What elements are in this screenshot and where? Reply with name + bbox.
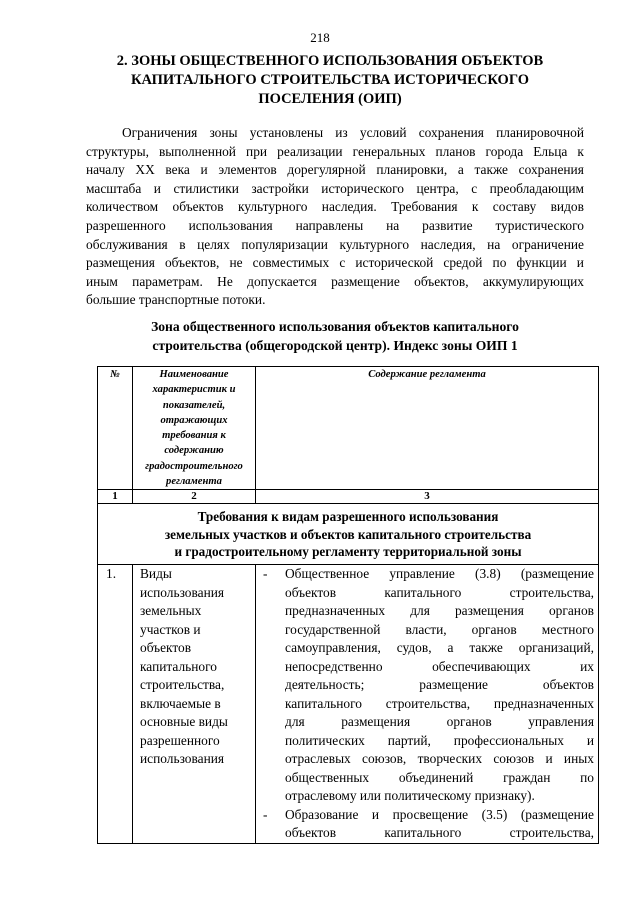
intro-line: обслуживания в целях популяризации культурного наследия, на ограничение <box>86 236 584 252</box>
header-name-line: показателей, <box>162 399 226 411</box>
column-number: 3 <box>256 490 599 504</box>
bullet-line: государственной власти, органов местного <box>285 621 594 637</box>
row-kind-line: Виды <box>140 566 172 582</box>
bullet-line: непосредственно обеспечивающих их <box>285 658 594 674</box>
row-number: 1. <box>98 565 133 844</box>
bullet-line: капитального строительства, предназначенных <box>285 695 594 711</box>
requirements-row <box>98 504 599 565</box>
row-kind-line: земельных <box>140 603 202 619</box>
table-row <box>98 565 599 844</box>
header-num-label: № <box>110 369 120 380</box>
section-title-line: КАПИТАЛЬНОГО СТРОИТЕЛЬСТВА ИСТОРИЧЕСКОГО <box>131 72 529 88</box>
bullet-line: предназначенных для размещения органов <box>285 603 594 619</box>
bullet-line: объектов капитального строительства, <box>285 825 594 841</box>
bullet-line: для размещения органов управления <box>285 714 594 730</box>
header-name <box>133 367 256 490</box>
requirements-line: земельных участков и объектов капитального строительства <box>164 526 532 542</box>
row-kind <box>133 565 256 844</box>
row-kind-line: включаемые в <box>140 695 221 711</box>
column-number: 2 <box>133 490 256 504</box>
header-content <box>256 367 599 490</box>
bullet-item <box>260 806 594 843</box>
header-content-label: Содержание регламента <box>368 369 486 380</box>
bullet-dash: - <box>263 806 268 822</box>
table-header-row <box>98 367 599 490</box>
row-kind-line: объектов <box>140 640 192 656</box>
bullet-line: отраслевому или политическому признаку). <box>285 788 535 804</box>
header-name-line: градостроительного <box>145 460 243 472</box>
page-number: 218 <box>310 30 330 45</box>
bullet-line: общественных объединений граждан по <box>285 769 594 785</box>
column-number-row <box>98 490 599 504</box>
row-kind-line: основные виды <box>140 714 228 730</box>
intro-paragraph <box>86 124 584 310</box>
bullet-line: объектов капитального строительства, <box>285 584 594 600</box>
header-name-line: отражающих <box>160 414 228 426</box>
header-name-line: требования к <box>162 430 226 442</box>
requirements-line: и градостроительному регламенту территориальной зоны <box>174 543 522 559</box>
row-kind-line: разрешенного <box>140 732 220 748</box>
bullet-line: деятельность; размещение объектов <box>285 677 594 693</box>
row-kind-line: участков и <box>140 621 201 637</box>
section-title-line: 2. ЗОНЫ ОБЩЕСТВЕННОГО ИСПОЛЬЗОВАНИЯ ОБЪЕКТОВ <box>116 53 544 69</box>
intro-line: разрешенного использования направлены на развитие туристического <box>86 217 584 233</box>
section-title-line: ПОСЕЛЕНИЯ (ОИП) <box>258 91 402 107</box>
section-title <box>95 52 565 109</box>
header-name-line: регламента <box>166 476 222 488</box>
header-name-line: содержанию <box>164 445 224 457</box>
intro-line: Ограничения зоны установлены из условий сохранения планировочной <box>122 125 584 140</box>
row-kind-line: использования <box>140 751 225 767</box>
bullet-dash: - <box>263 566 268 582</box>
bullet-line: самоуправления, судов, а также организаций, <box>285 640 594 656</box>
bullet-item <box>260 565 594 806</box>
regulation-table <box>97 366 599 844</box>
zone-heading-line: строительства (общегородской центр). Индекс зоны ОИП 1 <box>152 338 518 353</box>
header-num <box>98 367 133 490</box>
header-name-line: характеристик и <box>152 384 236 396</box>
requirements-line: Требования к видам разрешенного использования <box>197 509 499 525</box>
intro-line: структуры, выполненной при реализации генеральных планов города Ельца к <box>86 143 584 159</box>
zone-heading-line: Зона общественного использования объектов капитального <box>151 319 519 334</box>
bullet-text <box>285 806 594 843</box>
row-kind-line: строительства, <box>140 677 225 693</box>
column-number: 1 <box>98 490 133 504</box>
intro-line: началу XX века и элементов дорегулярной планировки, а также сохранения <box>86 162 584 178</box>
bullet-line: отраслевых союзов, творческих союзов и иных <box>285 751 594 767</box>
requirements-heading <box>98 504 599 565</box>
zone-heading <box>90 317 580 355</box>
intro-line: количеством объектов культурного наследия. Требования к составу видов <box>86 199 584 215</box>
intro-line: большие транспортные потоки. <box>86 292 266 308</box>
row-kind-line: капитального <box>140 658 217 674</box>
intro-line: иным параметрам. Не допускается размещение объектов, аккумулирующих <box>86 273 584 289</box>
bullet-line: Образование и просвещение (3.5) (размещение <box>285 806 594 822</box>
bullet-text <box>285 565 594 806</box>
intro-line: размещения объектов, не совместимых с исторической средой по функции и <box>86 255 584 271</box>
row-content <box>256 565 599 844</box>
row-kind-line: использования <box>140 584 225 600</box>
intro-line: масштаба и стилистики застройки исторического центра, с преобладающим <box>86 180 584 196</box>
header-name-line: Наименование <box>159 369 229 380</box>
bullet-line: Общественное управление (3.8) (размещение <box>285 566 594 582</box>
bullet-line: политических партий, профессиональных и <box>285 732 594 748</box>
